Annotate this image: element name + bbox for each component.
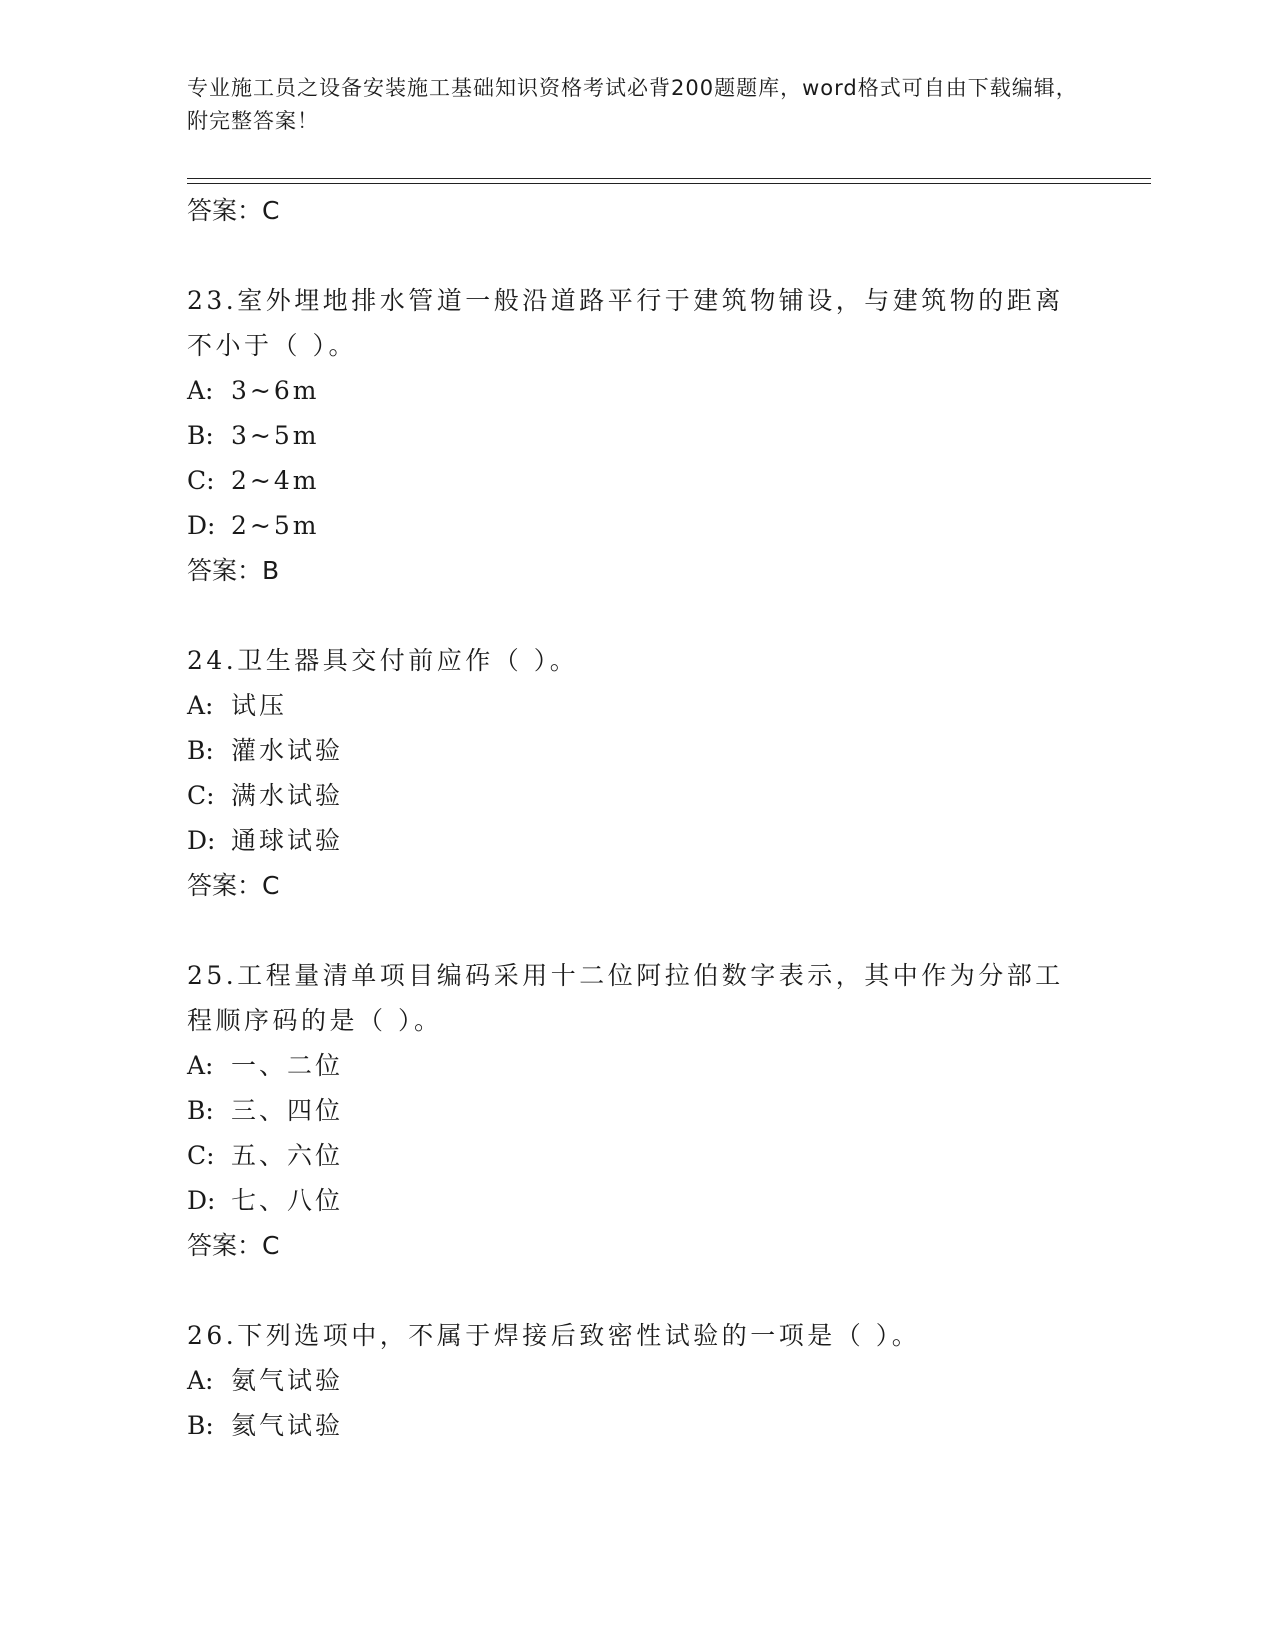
answer-line: 答案：C (187, 871, 280, 900)
option-letter: C: (187, 781, 215, 810)
question-stem: 24.卫生器具交付前应作（ ）。 (187, 646, 579, 675)
option-letter: B: (187, 1096, 214, 1125)
option-text: 满水试验 (231, 781, 344, 810)
option-b (187, 728, 1087, 773)
option-text: 3~5m (231, 421, 320, 450)
option-c (187, 773, 1087, 818)
question-stem: 25.工程量清单项目编码采用十二位阿拉伯数字表示，其中作为分部工程顺序码的是（ ）。 (187, 961, 1064, 1035)
question-list (187, 188, 1087, 1448)
option-letter: D: (187, 511, 216, 540)
option-text: 七、八位 (231, 1186, 344, 1215)
option-c (187, 458, 1087, 503)
option-a (187, 1358, 1087, 1403)
option-text: 氦气试验 (231, 1411, 344, 1440)
option-a (187, 683, 1087, 728)
question-26 (187, 1313, 1087, 1448)
option-letter: A: (187, 1366, 214, 1395)
header-divider-bottom (187, 183, 1151, 184)
option-b (187, 413, 1087, 458)
option-letter: B: (187, 736, 214, 765)
option-text: 试压 (231, 691, 288, 720)
option-letter: A: (187, 691, 214, 720)
option-letter: A: (187, 1051, 214, 1080)
document-header: 专业施工员之设备安装施工基础知识资格考试必背200题题库，word格式可自由下载编辑，附完整答案！ (187, 76, 1078, 133)
option-text: 五、六位 (231, 1141, 344, 1170)
option-d (187, 1178, 1087, 1223)
option-b (187, 1403, 1087, 1448)
option-d (187, 503, 1087, 548)
answer-line: 答案：C (187, 1231, 280, 1260)
option-d (187, 818, 1087, 863)
answer-line: 答案：B (187, 556, 280, 585)
option-letter: D: (187, 1186, 216, 1215)
question-25 (187, 953, 1087, 1268)
option-text: 一、二位 (231, 1051, 344, 1080)
option-letter: B: (187, 421, 214, 450)
option-letter: C: (187, 466, 215, 495)
option-a (187, 368, 1087, 413)
option-text: 2~5m (231, 511, 320, 540)
option-letter: B: (187, 1411, 214, 1440)
option-text: 灌水试验 (231, 736, 344, 765)
option-text: 通球试验 (231, 826, 344, 855)
answer-line: 答案：C (187, 196, 280, 225)
option-a (187, 1043, 1087, 1088)
question-23 (187, 278, 1087, 593)
option-letter: D: (187, 826, 216, 855)
option-b (187, 1088, 1087, 1133)
option-c (187, 1133, 1087, 1178)
option-letter: C: (187, 1141, 215, 1170)
question-stem: 23.室外埋地排水管道一般沿道路平行于建筑物铺设，与建筑物的距离不小于（ ）。 (187, 286, 1064, 360)
option-text: 2~4m (231, 466, 320, 495)
option-text: 三、四位 (231, 1096, 344, 1125)
option-text: 氨气试验 (231, 1366, 344, 1395)
header-divider-top (187, 178, 1151, 179)
option-text: 3~6m (231, 376, 320, 405)
question-24 (187, 638, 1087, 908)
question-stem: 26.下列选项中，不属于焊接后致密性试验的一项是（ ）。 (187, 1321, 921, 1350)
option-letter: A: (187, 376, 214, 405)
